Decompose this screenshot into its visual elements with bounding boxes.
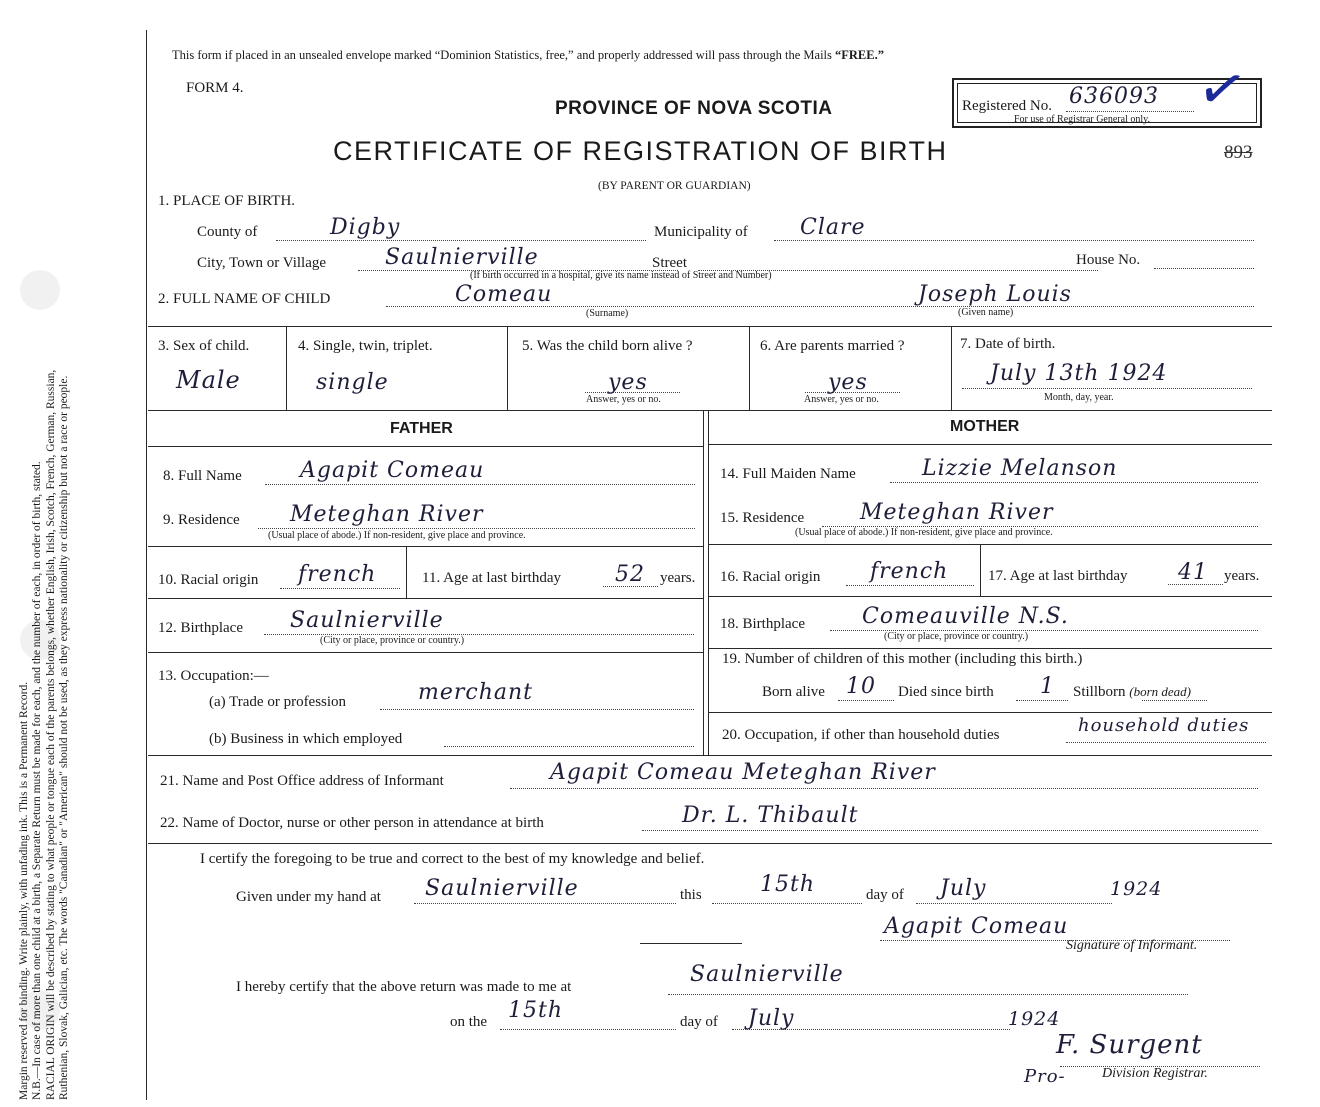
father-birthplace-value: Saulnierville <box>290 608 444 633</box>
struck-code: 893 <box>1224 142 1253 163</box>
margin-notes <box>18 40 72 1100</box>
sex-label: 3. Sex of child. <box>158 338 250 354</box>
divider <box>708 444 1272 445</box>
margin-note-line: Margin reserved for binding. Write plainly, with unfading ink. This is a Permanent Record. <box>18 681 30 1100</box>
registrar-month: July <box>748 1006 795 1031</box>
county-line <box>276 240 646 241</box>
reg-day-of-label: day of <box>680 1014 718 1030</box>
father-residence-value: Meteghan River <box>290 502 484 527</box>
postal-notice-free: “FREE.” <box>835 48 884 62</box>
registrar-day-line <box>500 1029 676 1030</box>
certification-statement: I certify the foregoing to be true and correct to the best of my knowledge and belief. <box>200 851 705 867</box>
mother-birthplace-label: 18. Birthplace <box>720 616 805 632</box>
mother-occupation-line <box>1066 742 1266 743</box>
father-race-line <box>280 588 400 589</box>
day-of-label: day of <box>866 887 904 903</box>
plurality-value: single <box>316 370 389 395</box>
registrar-signature: F. Surgent <box>1056 1030 1203 1060</box>
mother-years: years. <box>1224 568 1260 584</box>
municipality-value: Clare <box>800 215 866 240</box>
registrar-place-line <box>668 994 1188 995</box>
plurality-label: 4. Single, twin, triplet. <box>298 338 433 354</box>
hospital-note: (If birth occurred in a hospital, give its name instead of Street and Number) <box>470 270 772 281</box>
born-alive-label: Born alive <box>762 684 825 700</box>
county-value: Digby <box>330 215 401 240</box>
margin-note-line: Ruthenian, Slovak, Galician, etc. The words "Canadian" or "American" should not be used, as they express nationality or citizenship but not a race or people. <box>58 375 71 1100</box>
divider <box>148 598 704 599</box>
father-birthplace-caption: (City or place, province or country.) <box>320 635 465 646</box>
father-name-label: 8. Full Name <box>163 468 242 484</box>
house-label: House No. <box>1076 252 1141 268</box>
informant-signature-caption: Signature of Informant. <box>1066 938 1198 953</box>
registrar-use-note: For use of Registrar General only. <box>1014 114 1150 125</box>
given-day: 15th <box>760 872 816 897</box>
surname-caption: (Surname) <box>586 308 629 319</box>
given-month-line <box>916 903 1112 904</box>
pro-mark: Pro- <box>1024 1066 1066 1087</box>
mother-age-line <box>1168 584 1223 585</box>
mother-birthplace-caption: (City or place, province or country.) <box>884 631 1029 642</box>
divider <box>148 755 1272 756</box>
given-place-line <box>414 903 676 904</box>
father-business-line <box>444 746 694 747</box>
divider <box>708 648 1272 649</box>
child-given-name: Joseph Louis <box>918 282 1072 307</box>
married-caption: Answer, yes or no. <box>804 394 879 405</box>
child-surname: Comeau <box>455 282 553 307</box>
street-label: Street <box>652 255 687 271</box>
born-alive-line <box>838 700 894 701</box>
stillborn-line <box>1142 700 1207 701</box>
municipality-label: Municipality of <box>654 224 748 240</box>
date-value: July 13th 1924 <box>990 361 1168 386</box>
given-day-line <box>712 903 862 904</box>
informant-label: 21. Name and Post Office address of Informant <box>160 773 444 789</box>
mother-occupation-value: household duties <box>1078 715 1250 736</box>
mother-name-value: Lizzie Melanson <box>922 456 1118 481</box>
stillborn-note: (born dead) <box>1129 684 1192 699</box>
given-place: Saulnierville <box>425 876 579 901</box>
informant-value: Agapit Comeau Meteghan River <box>550 760 936 785</box>
mother-heading: MOTHER <box>950 418 1020 435</box>
certificate-title: CERTIFICATE OF REGISTRATION OF BIRTH <box>333 136 948 166</box>
registrar-day: 15th <box>508 998 564 1023</box>
margin-note-line: N.B.—In case of more than one child at a birth, a Separate Return must be made for each, and the number of each, in order of birth, stated. <box>31 461 44 1100</box>
father-name-value: Agapit Comeau <box>300 458 485 483</box>
married-value: yes <box>828 370 868 395</box>
divider <box>708 712 1272 713</box>
died-line <box>1016 700 1068 701</box>
form-number: FORM 4. <box>186 80 244 96</box>
signature-rule <box>640 943 742 944</box>
mother-occupation-label: 20. Occupation, if other than household duties <box>722 727 1000 743</box>
child-name-line <box>386 306 1254 307</box>
father-trade-line <box>380 709 694 710</box>
father-heading: FATHER <box>390 420 453 437</box>
born-alive-value: 10 <box>846 674 876 699</box>
mother-residence-value: Meteghan River <box>860 500 1054 525</box>
registrar-statement: I hereby certify that the above return was made to me at <box>236 979 572 995</box>
father-birthplace-label: 12. Birthplace <box>158 620 243 636</box>
father-age-label: 11. Age at last birthday <box>422 570 561 586</box>
alive-caption: Answer, yes or no. <box>586 394 661 405</box>
divider <box>148 546 704 547</box>
father-trade-value: merchant <box>418 680 534 705</box>
alive-value: yes <box>608 370 648 395</box>
divider <box>148 410 1272 411</box>
married-line <box>805 392 900 393</box>
registered-number: 636093 <box>1069 84 1159 109</box>
date-line <box>962 388 1252 389</box>
certificate-subtitle: (BY PARENT OR GUARDIAN) <box>598 180 751 192</box>
province-heading: PROVINCE OF NOVA SCOTIA <box>555 98 833 119</box>
mother-residence-label: 15. Residence <box>720 510 805 526</box>
stillborn-label <box>1073 684 1191 701</box>
mother-age-value: 41 <box>1178 560 1208 585</box>
sex-value: Male <box>176 366 241 394</box>
father-race-value: french <box>298 562 377 587</box>
mother-birthplace-value: Comeauville N.S. <box>862 604 1069 629</box>
given-year: 1924 <box>1110 878 1163 900</box>
father-age-value: 52 <box>615 562 645 587</box>
parents-column-divider <box>708 410 709 755</box>
column-divider <box>507 326 508 410</box>
this-label: this <box>680 887 702 903</box>
stillborn-text: Stillborn <box>1073 684 1126 700</box>
mother-race-value: french <box>870 559 949 584</box>
died-label: Died since birth <box>898 684 994 700</box>
registrar-month-line <box>732 1029 1010 1030</box>
column-divider <box>286 326 287 410</box>
mother-age-label: 17. Age at last birthday <box>988 568 1128 584</box>
house-line <box>1154 268 1254 269</box>
divider <box>148 326 1272 327</box>
died-value: 1 <box>1040 674 1055 699</box>
mother-name-label: 14. Full Maiden Name <box>720 466 856 482</box>
informant-line <box>510 788 1258 789</box>
county-label: County of <box>197 224 258 240</box>
column-divider <box>749 326 750 410</box>
given-month: July <box>940 876 987 901</box>
city-value: Saulnierville <box>385 245 539 270</box>
date-caption: Month, day, year. <box>1044 392 1114 403</box>
mother-race-line <box>846 585 974 586</box>
postal-notice-text: This form if placed in an unsealed envelope marked “Dominion Statistics, free,” and properly addressed will pass through the Mails <box>172 48 832 62</box>
given-name-caption: (Given name) <box>958 307 1014 318</box>
postal-notice <box>172 48 884 63</box>
mother-race-label: 16. Racial origin <box>720 569 821 585</box>
registrar-place: Saulnierville <box>690 962 844 987</box>
column-divider <box>951 326 952 410</box>
mother-children-label: 19. Number of children of this mother (including this birth.) <box>722 651 1083 667</box>
registered-number-line <box>1066 111 1194 112</box>
divider <box>148 652 704 653</box>
registrar-caption: Division Registrar. <box>1102 1066 1208 1081</box>
date-label: 7. Date of birth. <box>960 336 1056 352</box>
child-name-label: 2. FULL NAME OF CHILD <box>158 291 331 307</box>
registered-label: Registered No. <box>962 98 1052 114</box>
column-divider <box>980 544 981 596</box>
alive-label: 5. Was the child born alive ? <box>522 338 693 354</box>
divider <box>148 446 704 447</box>
father-trade-label: (a) Trade or profession <box>209 694 347 710</box>
father-residence-caption: (Usual place of abode.) If non-resident, give place and province. <box>268 530 526 541</box>
given-label: Given under my hand at <box>236 889 381 905</box>
place-of-birth-label: 1. PLACE OF BIRTH. <box>158 193 296 209</box>
parents-column-divider <box>703 410 704 755</box>
city-label: City, Town or Village <box>197 255 327 271</box>
binding-margin-line <box>146 30 147 1100</box>
father-business-label: (b) Business in which employed <box>209 731 403 747</box>
mother-residence-caption: (Usual place of abode.) If non-resident, give place and province. <box>795 527 1053 538</box>
check-mark-icon: ✓ <box>1191 50 1254 128</box>
column-divider <box>406 546 407 598</box>
registrar-year: 1924 <box>1008 1008 1061 1030</box>
father-years: years. <box>660 570 696 586</box>
divider <box>708 544 1272 545</box>
father-residence-label: 9. Residence <box>163 512 240 528</box>
father-occupation-label: 13. Occupation:— <box>158 668 269 684</box>
attendant-value: Dr. L. Thibault <box>682 803 859 828</box>
municipality-line <box>774 240 1254 241</box>
mother-name-line <box>890 482 1258 483</box>
on-the-label: on the <box>450 1014 488 1030</box>
father-age-line <box>603 586 658 587</box>
margin-note-line: RACIAL ORIGIN will be described by stating to what people or tongue each of the parents belongs, whether English, Irish, Scotch, French, German, Russian, <box>44 369 57 1100</box>
father-race-label: 10. Racial origin <box>158 572 259 588</box>
father-name-line <box>265 484 695 485</box>
divider <box>148 843 1272 844</box>
attendant-line <box>642 830 1258 831</box>
alive-line <box>585 392 680 393</box>
divider <box>708 596 1272 597</box>
married-label: 6. Are parents married ? <box>760 338 905 354</box>
informant-signature: Agapit Comeau <box>884 914 1069 939</box>
father-residence-line <box>258 528 695 529</box>
attendant-label: 22. Name of Doctor, nurse or other person in attendance at birth <box>160 815 544 831</box>
